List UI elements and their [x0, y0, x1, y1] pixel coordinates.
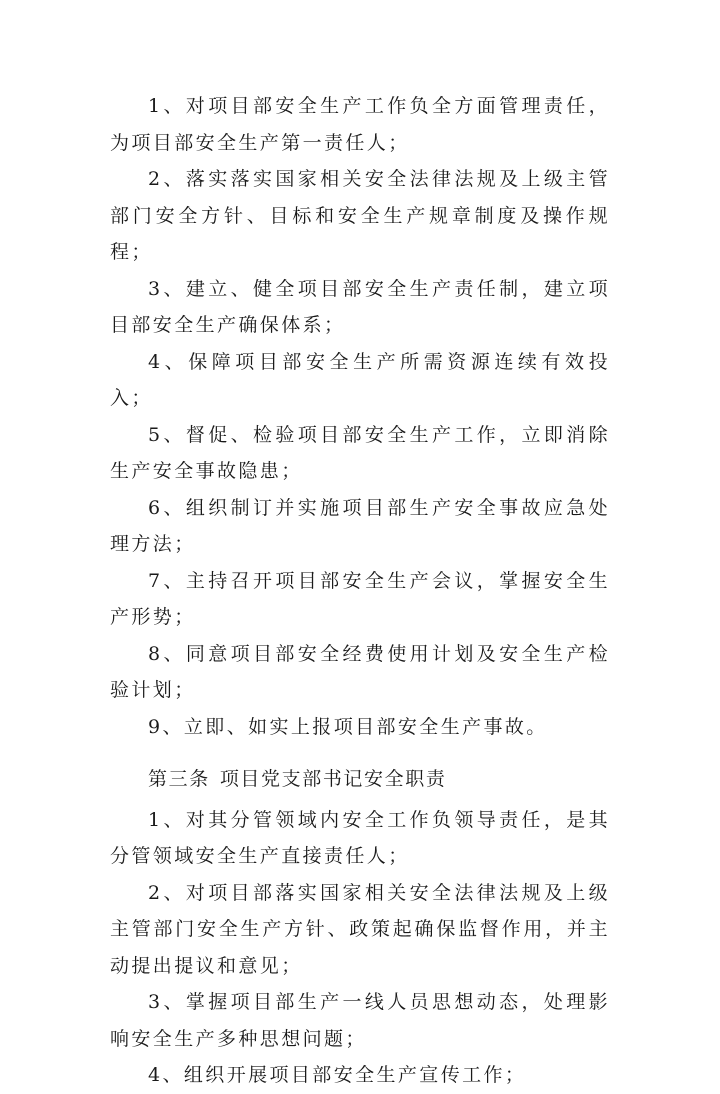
- list-item: 2、对项目部落实国家相关安全法律法规及上级主管部门安全生产方针、政策起确保监督作用，并主动提出提议和意见；: [110, 881, 610, 977]
- section-label: 第三条: [148, 768, 210, 790]
- list-item: 2、落实落实国家相关安全法律法规及上级主管部门安全方针、目标和安全生产规章制度及操作规程；: [110, 168, 610, 263]
- list-item: 4、组织开展项目部安全生产宣传工作；: [148, 1064, 527, 1086]
- list-item: 1、对其分管领域内安全工作负领导责任，是其分管领域安全生产直接责任人；: [110, 808, 610, 867]
- list-item: 3、掌握项目部生产一线人员思想动态，处理影响安全生产多种思想问题；: [110, 991, 610, 1050]
- list-item: 6、组织制订并实施项目部生产安全事故应急处理方法；: [110, 496, 610, 555]
- list-item: 4、保障项目部安全生产所需资源连续有效投入；: [110, 350, 610, 409]
- list-item: 5、督促、检验项目部安全生产工作，立即消除生产安全事故隐患；: [110, 423, 610, 482]
- list-item: 1、对项目部安全生产工作负全方面管理责任，为项目部安全生产第一责任人；: [110, 95, 610, 154]
- list-item: 3、建立、健全项目部安全生产责任制，建立项目部安全生产确保体系；: [110, 277, 610, 336]
- list-item: 7、主持召开项目部安全生产会议，掌握安全生产形势；: [110, 569, 610, 628]
- list-item: 8、同意项目部安全经费使用计划及安全生产检验计划；: [110, 642, 610, 701]
- section-heading: [110, 761, 610, 798]
- section-title: 项目党支部书记安全职责: [219, 768, 447, 790]
- list-item: 9、立即、如实上报项目部安全生产事故。: [148, 715, 548, 738]
